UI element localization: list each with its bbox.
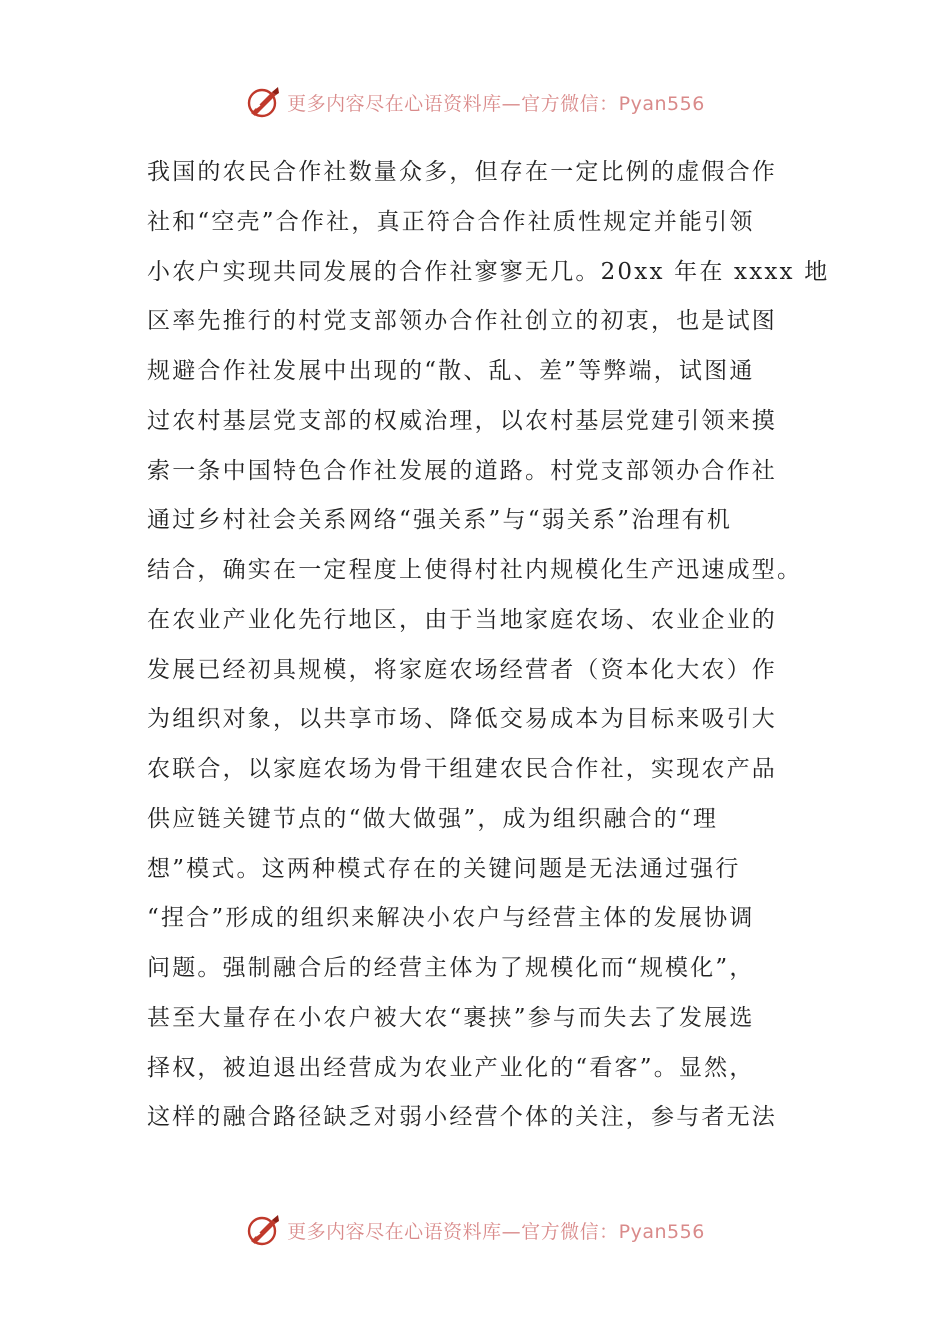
body-line: 农联合，以家庭农场为骨干组建农民合作社，实现农产品 <box>147 756 777 782</box>
body-line: 我国的农民合作社数量众多，但存在一定比例的虚假合作 <box>147 159 777 185</box>
body-line: 供应链关键节点的“做大做强”，成为组织融合的“理 <box>147 805 719 832</box>
body-line: 过农村基层党支部的权威治理，以农村基层党建引领来摸 <box>147 407 777 434</box>
body-line: 规避合作社发展中出现的“散、乱、差”等弊端，试图通 <box>147 358 755 384</box>
body-line: 甚至大量存在小农户被大农“裹挟”参与而失去了发展选 <box>147 1004 755 1031</box>
footer-banner <box>0 1210 950 1250</box>
header-banner-text: 更多内容尽在心语资料库—官方微信：Pyan556 <box>287 92 705 115</box>
body-line: 小农户实现共同发展的合作社寥寥无几。20xx 年在 xxxx 地 <box>147 258 830 285</box>
body-line: 择权，被迫退出经营成为农业产业化的“看客”。显然， <box>147 1054 755 1081</box>
body-line: 想”模式。这两种模式存在的关键问题是无法通过强行 <box>147 855 741 882</box>
pen-logo-icon <box>245 84 281 120</box>
body-line: 区率先推行的村党支部领办合作社创立的初衷，也是试图 <box>147 308 777 335</box>
body-line: 结合，确实在一定程度上使得村社内规模化生产迅速成型。 <box>147 557 803 583</box>
body-line: 在农业产业化先行地区，由于当地家庭农场、农业企业的 <box>147 606 777 633</box>
pen-logo-icon <box>245 1212 281 1248</box>
body-line: 通过乡村社会关系网络“强关系”与“弱关系”治理有机 <box>147 507 733 534</box>
body-line: 社和“空壳”合作社，真正符合合作社质性规定并能引领 <box>147 208 755 235</box>
body-line: 发展已经初具规模，将家庭农场经营者（资本化大农）作 <box>147 656 777 683</box>
document-body <box>147 148 830 1143</box>
footer-banner-text: 更多内容尽在心语资料库—官方微信：Pyan556 <box>287 1220 705 1243</box>
body-line: “捏合”形成的组织来解决小农户与经营主体的发展协调 <box>147 905 755 932</box>
body-line: 这样的融合路径缺乏对弱小经营个体的关注，参与者无法 <box>147 1104 777 1131</box>
body-line: 问题。强制融合后的经营主体为了规模化而“规模化”， <box>147 955 755 981</box>
header-banner <box>0 82 950 122</box>
body-line: 索一条中国特色合作社发展的道路。村党支部领办合作社 <box>147 457 777 484</box>
body-line: 为组织对象，以共享市场、降低交易成本为目标来吸引大 <box>147 706 777 733</box>
